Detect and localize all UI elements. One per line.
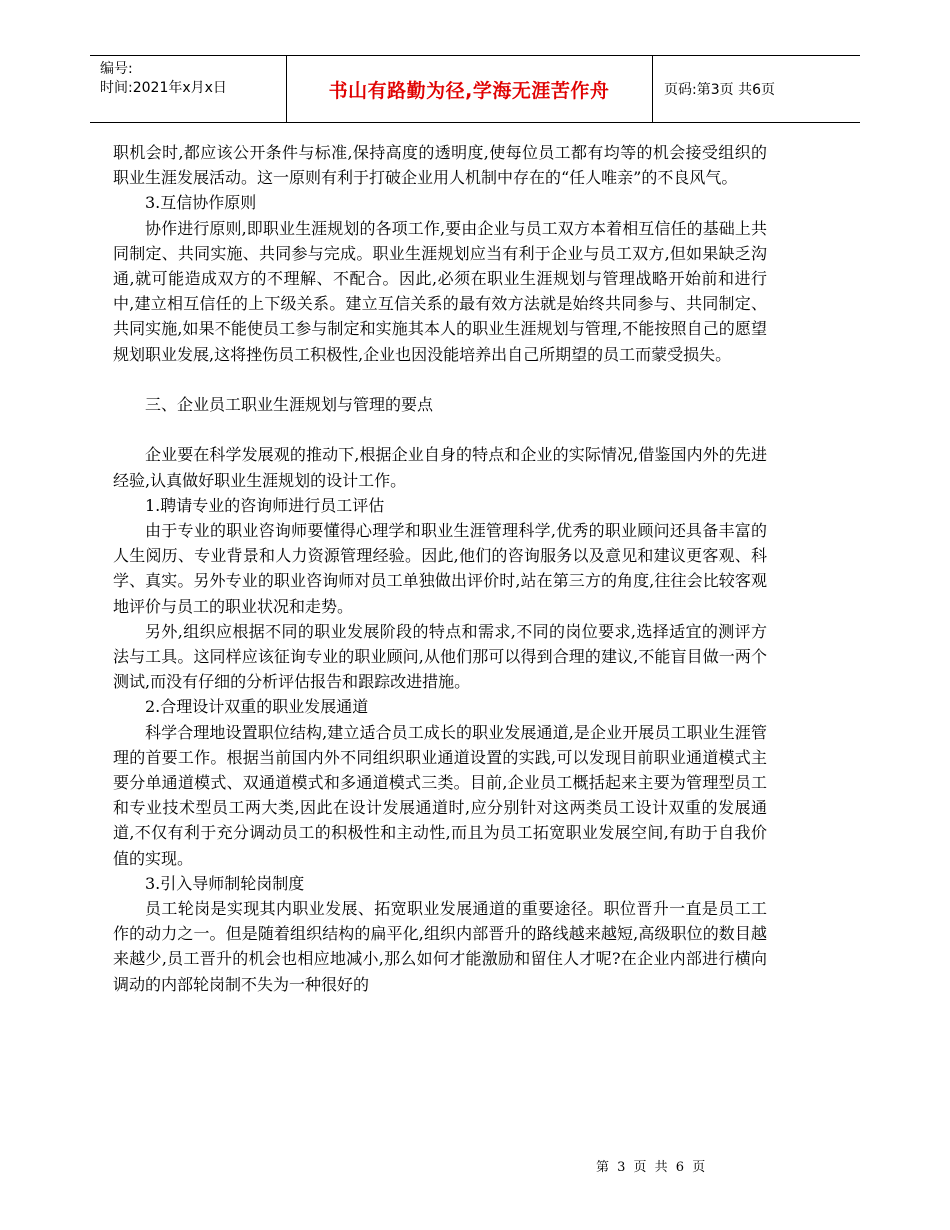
subheading-mutual-trust: 3.互信协作原则 — [145, 193, 257, 213]
page-header — [90, 55, 860, 123]
paragraph: 员工轮岗是实现其内职业发展、拓宽职业发展通道的重要途径。职位晋升一直是员工工作的动力之一。但是随着组织结构的扁平化,组织内部晋升的路线越来越短,高级职位的数目越来越少,员工晋升的机会也相应地减小,那么如何才能激励和留住人才呢?在企业内部进行横向调动的内部轮岗制不失为一种很好的 — [113, 899, 767, 994]
subheading-mentor-rotation: 3.引入导师制轮岗制度 — [145, 873, 305, 893]
paragraph: 职机会时,都应该公开条件与标准,保持高度的透明度,使每位员工都有均等的机会接受组织的职业生涯发展活动。这一原则有利于打破企业用人机制中存在的“任人唯亲”的不良风气。 — [113, 143, 767, 188]
paragraph: 协作进行原则,即职业生涯规划的各项工作,要由企业与员工双方本着相互信任的基础上共同制定、共同实施、共同参与完成。职业生涯规划应当有利于企业与员工双方,但如果缺乏沟通,就可能造成双方的不理解、不配合。因此,必须在职业生涯规划与管理战略开始前和进行中,建立相互信任的上下级关系。建立互信关系的最有效方法就是始终共同参与、共同制定、共同实施,如果不能使员工参与制定和实施其本人的职业生涯规划与管理,不能按照自己的愿望规划职业发展,这将挫伤员工积极性,企业也因没能培养出自己所期望的员工而蒙受损失。 — [113, 218, 767, 364]
header-meta — [100, 60, 227, 98]
section-heading: 三、企业员工职业生涯规划与管理的要点 — [145, 395, 434, 415]
spacer — [113, 417, 767, 442]
header-page-info: 页码:第3页 共6页 — [664, 82, 775, 98]
paragraph: 科学合理地设置职位结构,建立适合员工成长的职业发展通道,是企业开展员工职业生涯管理的首要工作。根据当前国内外不同组织职业通道设置的实践,可以发现目前职业通道模式主要分单通道模式、双通道模式和多通道模式三类。目前,企业员工概括起来主要为管理型员工和专业技术型员工两大类,因此在设计发展通道时,应分别针对这两类员工设计双重的发展通道,不仅有利于充分调动员工的积极性和主动性,而且为员工拓宽职业发展空间,有助于自我价值的实现。 — [113, 722, 767, 868]
page-footer: 第 3 页 共 6 页 — [596, 1160, 706, 1175]
header-time-label: 时间:2021年x月x日 — [100, 80, 227, 96]
header-divider-right — [652, 56, 653, 122]
header-code-label: 编号: — [100, 61, 133, 77]
header-divider-left — [286, 56, 287, 122]
subheading-dual-channel: 2.合理设计双重的职业发展通道 — [145, 697, 369, 717]
header-motto: 书山有路勤为径,学海无涯苦作舟 — [328, 80, 610, 102]
paragraph: 企业要在科学发展观的推动下,根据企业自身的特点和企业的实际情况,借鉴国内外的先进经验,认真做好职业生涯规划的设计工作。 — [113, 445, 767, 490]
document-body — [113, 140, 767, 997]
subheading-consultant: 1.聘请专业的咨询师进行员工评估 — [145, 495, 385, 515]
spacer — [113, 367, 767, 392]
paragraph: 由于专业的职业咨询师要懂得心理学和职业生涯管理科学,优秀的职业顾问还具备丰富的人生阅历、专业背景和人力资源管理经验。因此,他们的咨询服务以及意见和建议更客观、科学、真实。另外专业的职业咨询师对员工单独做出评价时,站在第三方的角度,往往会比较客观地评价与员工的职业状况和走势。 — [113, 521, 767, 616]
paragraph: 另外,组织应根据不同的职业发展阶段的特点和需求,不同的岗位要求,选择适宜的测评方法与工具。这同样应该征询专业的职业顾问,从他们那可以得到合理的建议,不能盲目做一两个测试,而没有仔细的分析评估报告和跟踪改进措施。 — [113, 621, 767, 692]
